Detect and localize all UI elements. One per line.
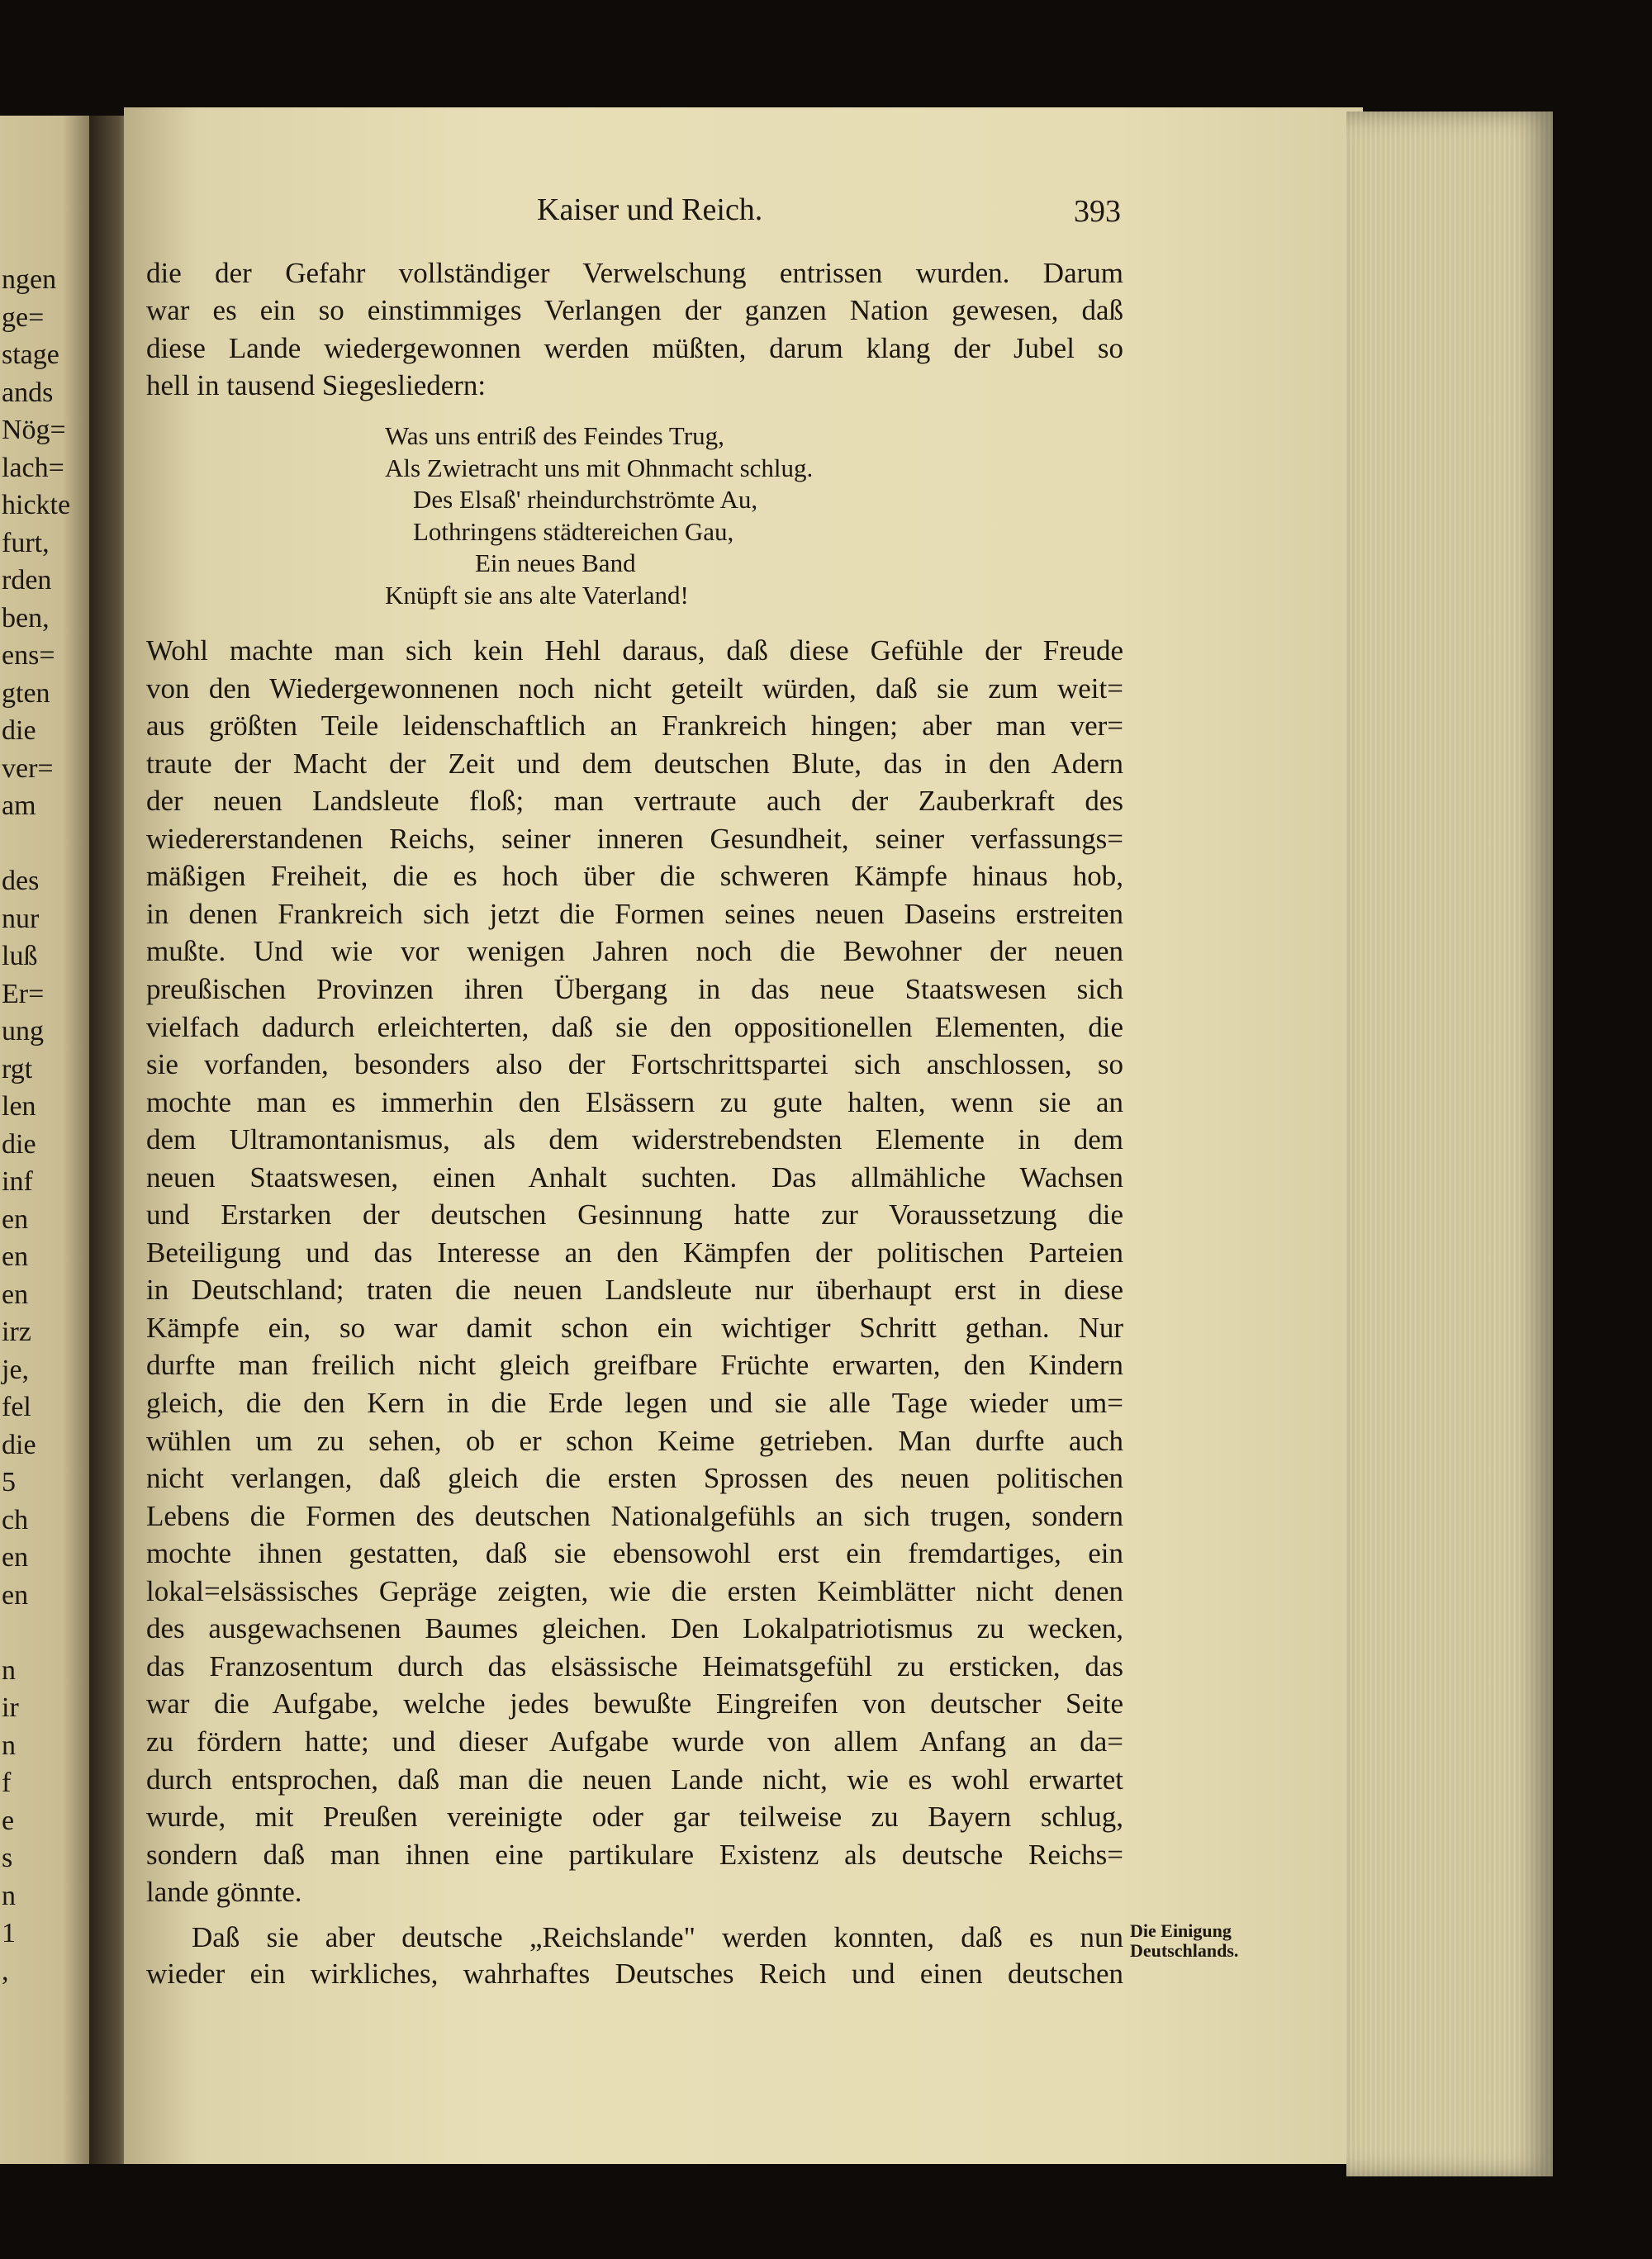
text-line: in denen Frankreich sich jetzt die Formen seines neuen Daseins erstreiten (146, 897, 1123, 930)
left-page-fragment: furt, (2, 527, 50, 558)
text-line: gleich, die den Kern in die Erde legen und sie alle Tage wieder um= (146, 1387, 1123, 1419)
text-line: nicht verlangen, daß gleich die ersten Sprossen des neuen politischen (146, 1462, 1123, 1495)
left-page-fragment: je, (2, 1354, 30, 1385)
text-line: traute der Macht der Zeit und dem deutschen Blute, das in den Adern (146, 747, 1123, 780)
left-page-fragment: en (2, 1542, 29, 1573)
text-line: wühlen um zu sehen, ob er schon Keime getrieben. Man durfte auch (146, 1424, 1123, 1457)
text-line: lokal=elsässisches Gepräge zeigten, wie die ersten Keimblätter nicht denen (146, 1574, 1123, 1607)
left-page-fragment: die (2, 1128, 36, 1160)
left-page-fragment: en (2, 1579, 29, 1611)
left-page-fragment: rden (2, 565, 52, 596)
left-page-fragment: hickte (2, 490, 71, 520)
text-line: Wohl machte man sich kein Hehl daraus, daß diese Gefühle der Freude (146, 634, 1123, 667)
left-page-fragment: am (2, 790, 36, 821)
text-line: dem Ultramontanismus, als dem widerstrebendsten Elemente in dem (146, 1123, 1123, 1156)
text-line: hell in tausend Siegesliedern: (146, 368, 487, 401)
text-line: die der Gefahr vollständiger Verwelschung entrissen wurden. Darum (146, 257, 1123, 289)
text-line: mochte ihnen gestatten, daß sie ebensowohl erst ein fremdartiges, ein (146, 1537, 1123, 1570)
page-edge (1346, 112, 1553, 2176)
left-page-fragment: gten (2, 677, 50, 709)
text-line: und Erstarken der deutschen Gesinnung hatte zur Voraussetzung die (146, 1198, 1123, 1232)
text-line: sondern daß man ihnen eine partikulare Existenz als deutsche Reichs= (146, 1838, 1123, 1871)
text-line: preußischen Provinzen ihren Übergang in das neue Staatswesen sich (146, 972, 1123, 1005)
left-page-fragment: lach= (2, 452, 64, 483)
text-line: wieder ein wirkliches, wahrhaftes Deutsches Reich und einen deutschen (146, 1958, 1123, 1990)
left-page-fragment: , (2, 1955, 9, 1986)
text-line: diese Lande wiedergewonnen werden müßten, darum klang der Jubel so (146, 331, 1123, 364)
text-line: mäßigen Freiheit, die es hoch über die schweren Kämpfe hinaus hob, (146, 860, 1123, 893)
text-line: lande gönnte. (146, 1876, 302, 1909)
left-page-fragment: len (2, 1091, 36, 1122)
left-page-fragment: 1 (2, 1918, 16, 1948)
text-line: von den Wiedergewonnenen noch nicht geteilt würden, daß sie zum weit= (146, 672, 1123, 705)
running-title: Kaiser und Reich. (537, 192, 763, 227)
left-page-fragment: ands (2, 377, 54, 408)
text-line: Lebens die Formen des deutschen Nationalgefühls an sich trugen, sondern (146, 1499, 1123, 1532)
left-page-fragment: ngen (2, 264, 57, 295)
text-line: des ausgewachsenen Baumes gleichen. Den Lokalpatriotismus zu wecken, (146, 1612, 1123, 1645)
text-line: durch entsprochen, daß man die neuen Lande nicht, wie es wohl erwartet (146, 1763, 1123, 1796)
verse-line: Was uns entriß des Feindes Trug, (385, 421, 724, 450)
text-line: vielfach dadurch erleichterten, daß sie den oppositionellen Elementen, die (146, 1010, 1123, 1043)
left-page-fragment: ver= (2, 752, 54, 784)
left-page-fragment: luß (2, 941, 38, 971)
text-line: sie vorfanden, besonders also der Fortschrittspartei sich anschlossen, so (146, 1048, 1123, 1081)
text-line: durfte man freilich nicht gleich greifbare Früchte erwarten, den Kindern (146, 1349, 1123, 1382)
left-page-fragment: f (2, 1768, 12, 1798)
left-page-fragment: ben, (2, 602, 50, 634)
text-line: mußte. Und wie vor wenigen Jahren noch die Bewohner der neuen (146, 935, 1123, 968)
text-line: in Deutschland; traten die neuen Landsleute nur überhaupt erst in diese (146, 1274, 1123, 1307)
text-line: Beteiligung und das Interesse an den Kämpfen der politischen Parteien (146, 1236, 1123, 1269)
verse-line: Lothringens städtereichen Gau, (413, 516, 734, 546)
margin-note-line2: Deutschlands. (1130, 1940, 1239, 1961)
left-page-fragment: n (2, 1730, 16, 1761)
verse-line: Des Elsaß' rheindurchströmte Au, (413, 485, 758, 514)
left-page-fragment: die (2, 1429, 36, 1460)
left-page-fragment: ir (2, 1692, 19, 1723)
left-page-fragment: stage (2, 339, 59, 370)
left-page-fragment: irz (2, 1317, 31, 1347)
page-number: 393 (1074, 194, 1121, 229)
left-page-fragment: ge= (2, 301, 45, 333)
left-page-fragment: ung (2, 1016, 44, 1046)
left-page-fragment: n (2, 1880, 16, 1911)
text-line: war es ein so einstimmiges Verlangen der ganzen Nation gewesen, daß (146, 294, 1123, 327)
left-page-fragment: ens= (2, 640, 55, 671)
text-line: mochte man es immerhin den Elsässern zu gute halten, wenn sie an (146, 1085, 1123, 1118)
left-page-fragment: 5 (2, 1467, 16, 1497)
left-page-fragment: en (2, 1279, 29, 1310)
margin-note-line1: Die Einigung (1130, 1920, 1232, 1941)
text-line: wiedererstandenen Reichs, seiner inneren Gesundheit, seiner verfassungs= (146, 822, 1123, 855)
text-line: zu fördern hatte; und dieser Aufgabe wurde von allem Anfang an da= (146, 1725, 1123, 1758)
text-line: das Franzosentum durch das elsässische Heimatsgefühl zu ersticken, das (146, 1649, 1123, 1682)
text-line: der neuen Landsleute floß; man vertraute auch der Zauberkraft des (146, 785, 1123, 818)
text-line: Daß sie aber deutsche „Reichslande" werden konnten, daß es nun (192, 1921, 1123, 1953)
text-line: war die Aufgabe, welche jedes bewußte Eingreifen von deutscher Seite (146, 1687, 1123, 1720)
left-page-fragment: Er= (2, 978, 45, 1009)
left-page-fragment: fel (2, 1392, 31, 1422)
verse-line: Ein neues Band (475, 548, 636, 577)
left-page-fragment: des (2, 866, 40, 896)
verse-line: Knüpft sie ans alte Vaterland! (385, 580, 689, 610)
left-page (0, 116, 89, 2164)
left-page-fragment: inf (2, 1166, 33, 1197)
left-page-fragment: en (2, 1203, 29, 1235)
left-page-fragment: ch (2, 1504, 29, 1535)
left-page-fragment: e (2, 1805, 15, 1836)
left-page-fragment: Nög= (2, 415, 66, 445)
left-page-fragment: nur (2, 903, 40, 934)
verse-line: Als Zwietracht uns mit Ohnmacht schlug. (385, 453, 814, 482)
text-line: Kämpfe ein, so war damit schon ein wichtiger Schritt gethan. Nur (146, 1311, 1123, 1344)
left-page-fragment: rgt (2, 1053, 33, 1084)
text-line: wurde, mit Preußen vereinigte oder gar teilweise zu Bayern schlug, (146, 1801, 1123, 1834)
text-line: neuen Staatswesen, einen Anhalt suchten. Das allmähliche Wachsen (146, 1160, 1123, 1194)
left-page-fragment: en (2, 1241, 29, 1272)
text-line: aus größten Teile leidenschaftlich an Frankreich hingen; aber man ver= (146, 709, 1123, 743)
left-page-fragment: n (2, 1654, 16, 1686)
left-page-fragment: die (2, 715, 36, 746)
left-page-fragment: s (2, 1843, 13, 1873)
